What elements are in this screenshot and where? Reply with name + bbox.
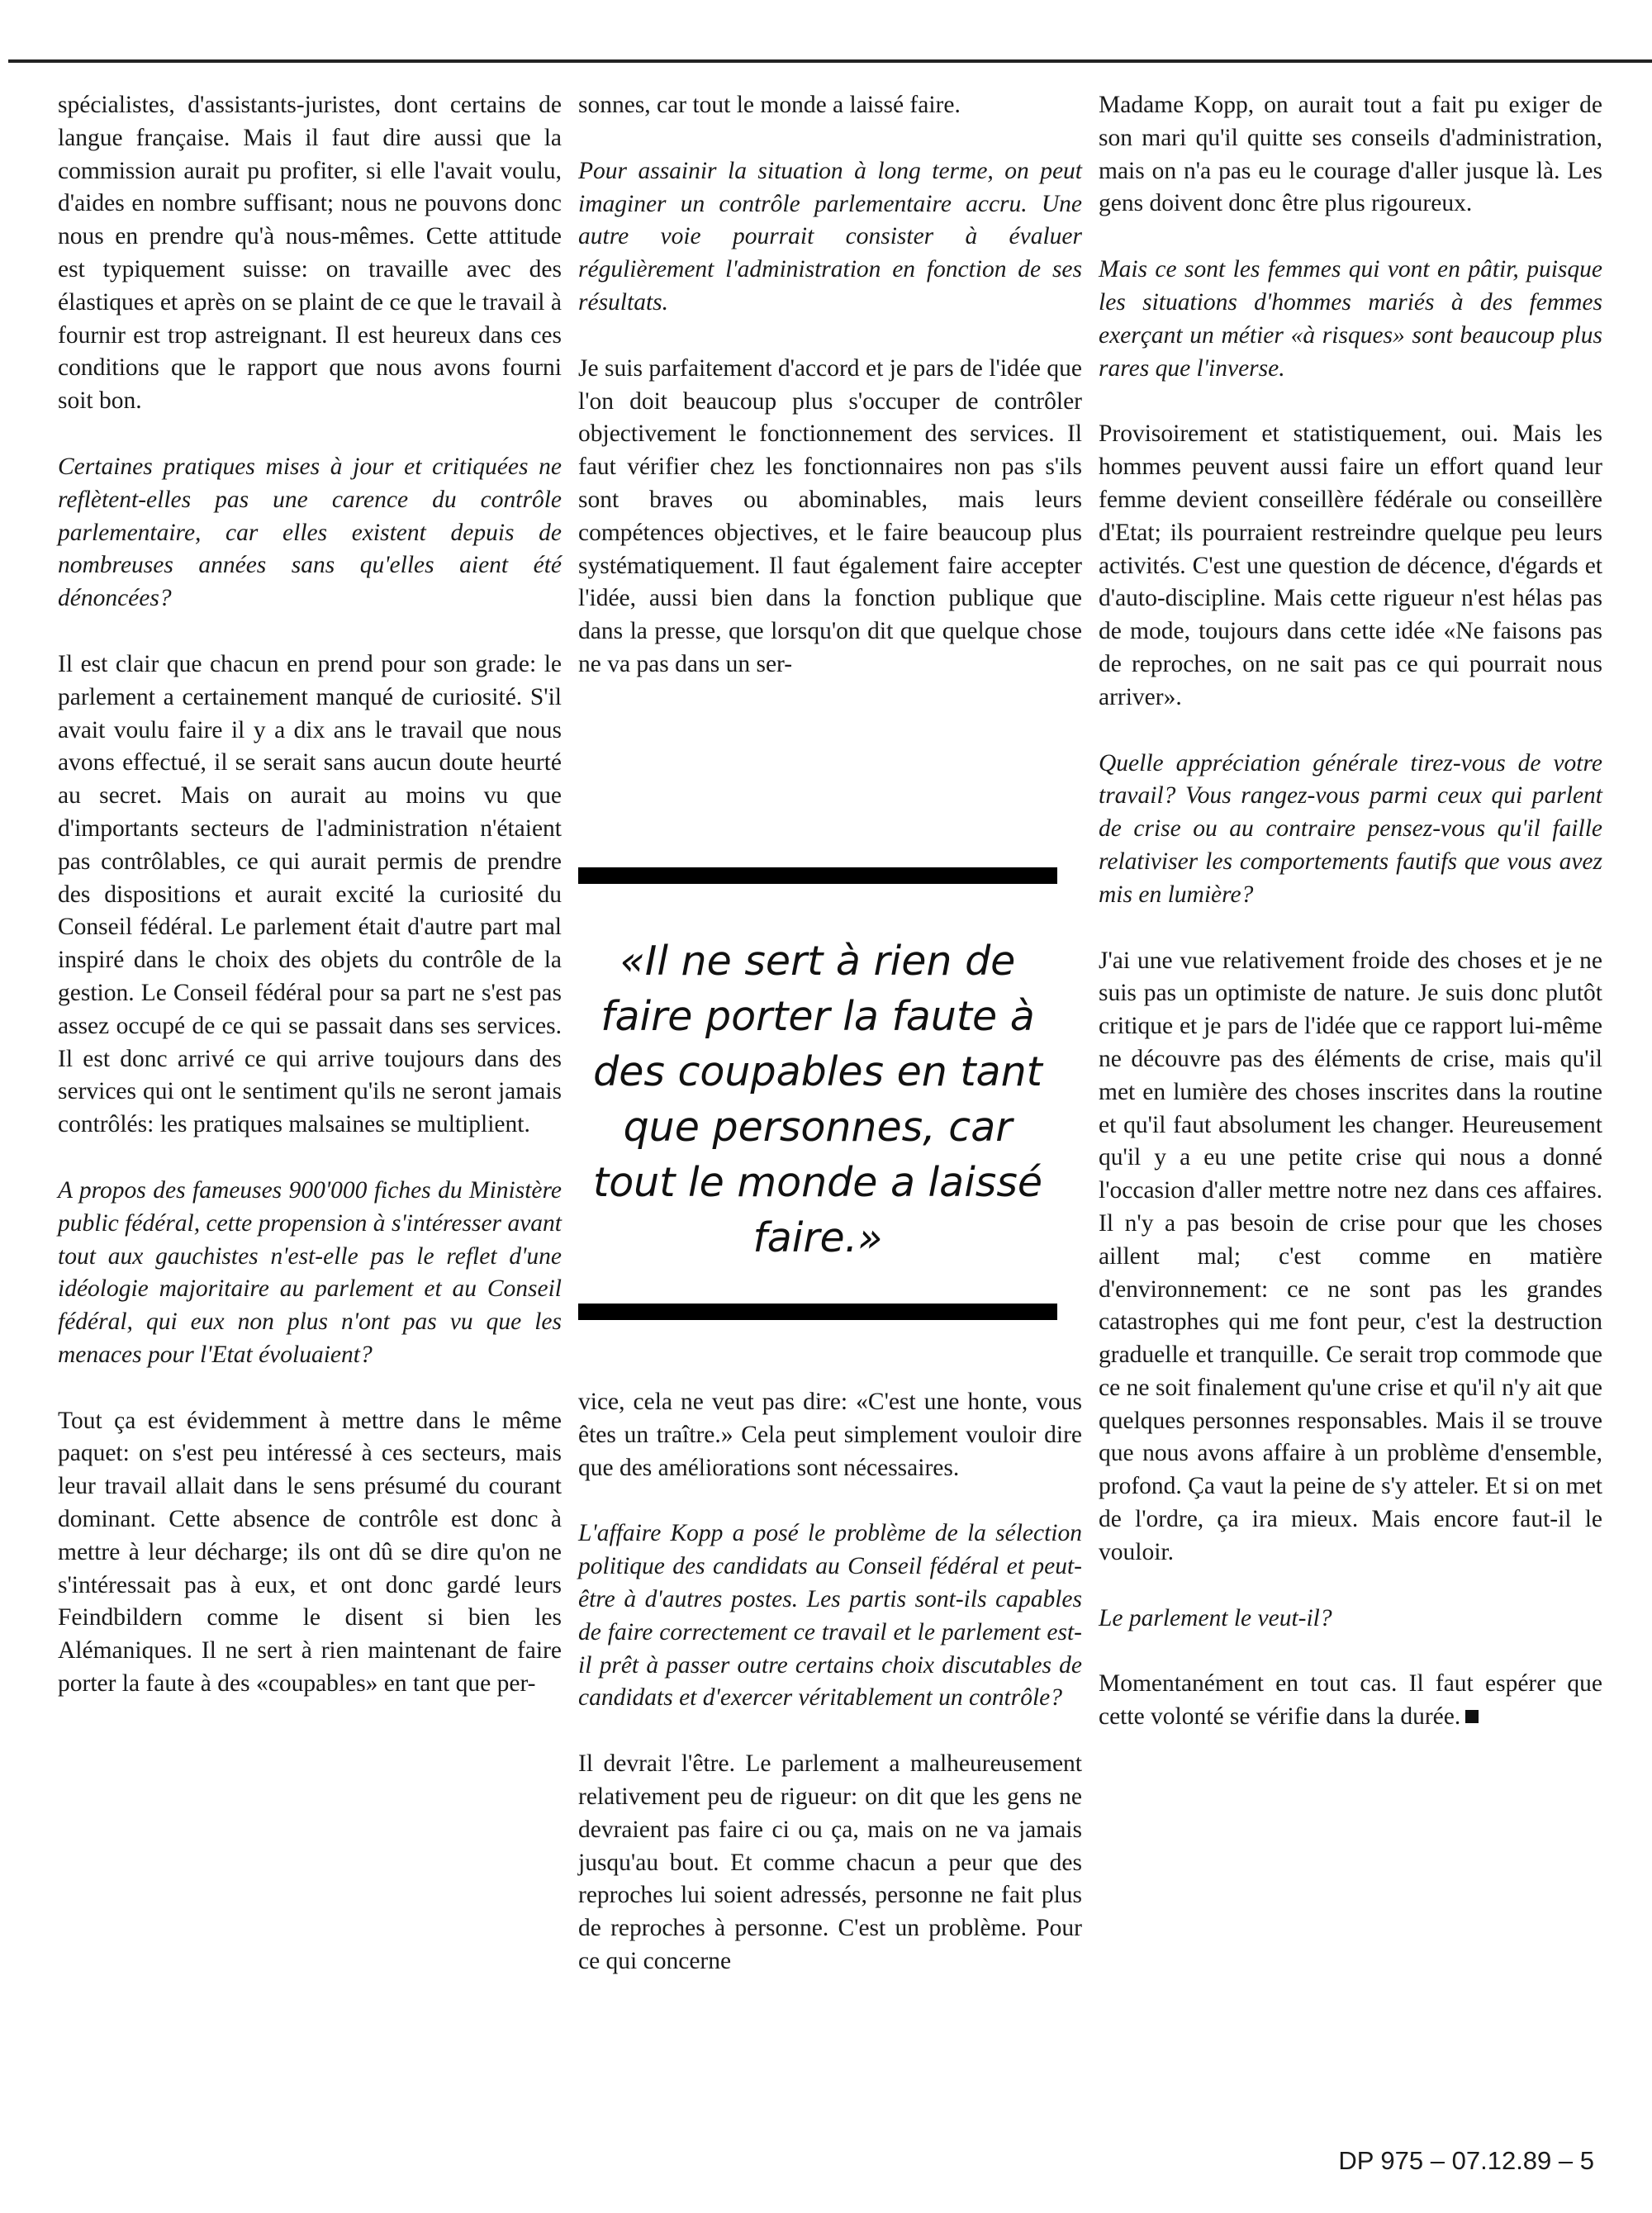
question-paragraph: Pour assainir la situation à long terme, on peut imaginer un contrôle parlementaire accru. Une autre voie pourrait consister à évaluer régulièrement l'administration en fonction de ses résultats. [578, 157, 1082, 316]
question-paragraph: L'affaire Kopp a posé le problème de la sélection politique des candidats au Conseil fédéral et peut-être à d'autres postes. Les partis sont-ils capables de faire correctement ce travail et le parlement est-il prêt à passer outre certains choix discutables de candidats et d'exercer véritablement un contrôle? [578, 1520, 1082, 1712]
top-rule [8, 59, 1652, 63]
final-paragraph-text: Momentanément en tout cas. Il faut espérer que cette volonté se vérifie dans la durée. [1099, 1670, 1602, 1731]
pull-quote-box [578, 867, 1057, 1330]
question-paragraph: Mais ce sont les femmes qui vont en pâtir, puisque les situations d'hommes mariés à des femmes exerçant un métier «à risques» sont beaucoup plus rares que l'inverse. [1099, 256, 1602, 382]
answer-paragraph: vice, cela ne veut pas dire: «C'est une honte, vous êtes un traître.» Cela peut simplement vouloir dire que des améliorations sont nécessaires. [578, 1389, 1082, 1481]
final-paragraph [1099, 1668, 1602, 1734]
column-2-lower [578, 1386, 1082, 2011]
answer-paragraph: Tout ça est évidemment à mettre dans le même paquet: on s'est peu intéressé à ces secteurs, mais leur travail allait dans le sens présumé du courant dominant. Cette absence de contrôle est donc à mettre à leur décharge; ils ont dû se dire qu'on ne s'intéressait pas à eux, et ont donc gardé leurs Feindbildern comme le disent si bien les Alémaniques. Il ne sert à rien maintenant de faire porter la faute à des «coupables» en tant que per- [58, 1407, 562, 1698]
answer-paragraph: Il est clair que chacun en prend pour son grade: le parlement a certainement manqué de curiosité. S'il avait voulu faire il y a dix ans le travail que nous avons effectué, il se serait sans aucun doute heurté au secret. Mais on aurait au moins vu que d'importants secteurs de l'administration n'étaient pas contrôlables, ce qui aurait permis de prendre des dispositions et aurait excité la curiosité du Conseil fédéral. Le parlement était d'autre part mal inspiré dans le choix des objets du contrôle de la gestion. Le Conseil fédéral pour sa part ne s'est pas assez occupé de ce qui se passait dans ses services. Il est donc arrivé ce qui arrive toujours dans des services qui ont le sentiment qu'ils ne seront jamais contrôlés: les pratiques malsaines se multiplient. [58, 650, 562, 1138]
answer-paragraph: Il devrait l'être. Le parlement a malheureusement relativement peu de rigueur: on dit que les gens ne devraient pas faire ci ou ça, mais on ne va jamais jusqu'au bout. Et comme chacun a peur que des reproches lui soient adressés, personne ne fait plus de reproches à personne. C'est un problème. Pour ce qui concerne [578, 1750, 1082, 1974]
answer-paragraph: Je suis parfaitement d'accord et je pars de l'idée que l'on doit beaucoup plus s'occuper de contrôler objectivement le fonctionnement des services. Il faut vérifier chez les fonctionnaires non pas s'ils sont braves ou abominables, mais leurs compétences objectives, et le faire beaucoup plus systématiquement. Il faut également faire accepter l'idée, aussi bien dans la fonction publique que dans la presse, que lorsqu'on dit que quelque chose ne va pas dans un ser- [578, 354, 1082, 677]
question-paragraph: Le parlement le veut-il? [1099, 1604, 1332, 1631]
answer-paragraph: Provisoirement et statistiquement, oui. Mais les hommes peuvent aussi faire un effort quand leur femme devient conseillère fédérale ou conseillère d'Etat; ils pourraient restreindre quelque peu leurs activités. C'est une question de décence, d'égards et d'auto-discipline. Mais cette rigueur n'est hélas pas de mode, toujours dans cette idée «Ne faisons pas de reproches, on ne sait pas ce qui pourrait nous arriver». [1099, 420, 1602, 710]
answer-paragraph: J'ai une vue relativement froide des choses et je ne suis pas un optimiste de nature. Je suis donc plutôt critique et je pars de l'idée que ce rapport lui-même ne découvre pas des éléments de crise, mais qu'il met en lumière des choses inscrites dans la routine et qu'il faut absolument les changer. Heureusement qu'il y a eu une petite crise qui nous a donné l'occasion d'aller mettre notre nez dans ces affaires. Il n'y a pas besoin de crise pour que les choses aillent mal; c'est comme en matière d'environnement: ce ne sont pas les grandes catastrophes qui me font peur, c'est la destruction graduelle et tranquille. Ce serait trop commode que ce ne soit finalement qu'une crise et qu'il n'y ait que quelques personnes responsables. Mais il se trouve que nous avons affaire à un problème d'ensemble, profond. Ça vaut la peine de s'y atteler. Et si on met de l'ordre, ça ira mieux. Mais encore faut-il le vouloir. [1099, 947, 1602, 1565]
column-1 [58, 89, 562, 1734]
pull-quote-bottom-bar [578, 1304, 1057, 1320]
answer-paragraph: spécialistes, d'assistants-juristes, dont certains de langue française. Mais il faut dire aussi que la commission aurait pu profiter, si elle l'avait voulu, d'aides en nombre suffisant; nous ne pouvons donc nous en prendre qu'à nous-mêmes. Cette attitude est typiquement suisse: on travaille avec des élastiques et après on se plaint de ce que le travail à fournir est trop astreignant. Il est heureux dans ces conditions que le rapport que nous avons fourni soit bon. [58, 92, 562, 415]
answer-paragraph: sonnes, car tout le monde a laissé faire. [578, 92, 961, 118]
question-paragraph: Certaines pratiques mises à jour et critiquées ne reflètent-elles pas une carence du contrôle parlementaire, car elles existent depuis de nombreuses années sans qu'elles aient été dénoncées? [58, 453, 562, 612]
question-paragraph: Quelle appréciation générale tirez-vous de votre travail? Vous rangez-vous parmi ceux qui parlent de crise ou au contraire pensez-vous qu'il faille relativiser les comportements fautifs que vous avez mis en lumière? [1099, 749, 1602, 908]
page-footer: DP 975 – 07.12.89 – 5 [1338, 2146, 1594, 2175]
end-mark-icon [1465, 1710, 1479, 1723]
pull-quote-text: «Il ne sert à rien de faire porter la faute à des coupables en tant que personnes, car tout le monde a laissé faire.» [592, 938, 1043, 1261]
pull-quote-top-bar [578, 867, 1057, 884]
column-3 [1099, 89, 1602, 1767]
answer-paragraph: Madame Kopp, on aurait tout a fait pu exiger de son mari qu'il quitte ses conseils d'administration, mais on n'a pas eu le courage d'aller jusque là. Les gens doivent donc être plus rigoureux. [1099, 92, 1602, 217]
question-paragraph: A propos des fameuses 900'000 fiches du Ministère public fédéral, cette propension à s'intéresser avant tout aux gauchistes n'est-elle pas le reflet d'une idéologie majoritaire au parlement et au Conseil fédéral, qui eux non plus n'ont pas vu que les menaces pour l'Etat évoluaient? [58, 1176, 562, 1368]
